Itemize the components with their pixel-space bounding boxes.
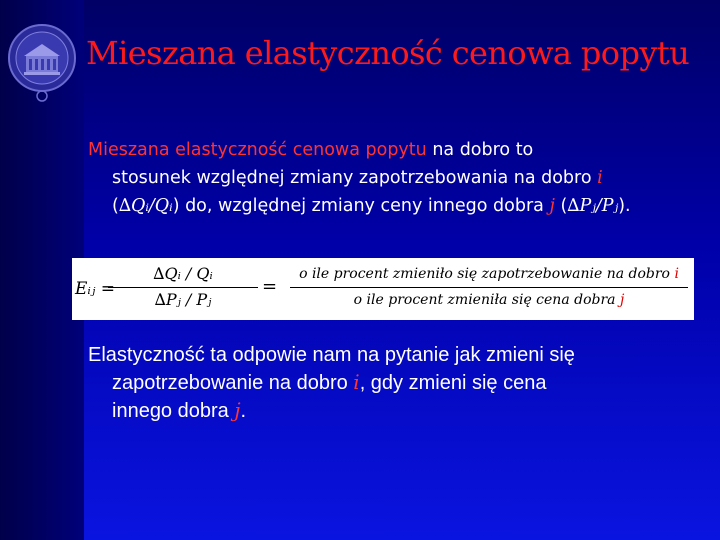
definition-text: ). (618, 196, 631, 216)
variable-i: i (353, 370, 360, 394)
math-quantity-ratio: ∆Qᵢ/Qᵢ (118, 196, 173, 216)
explanation-text: , gdy zmieni się cena (359, 372, 547, 394)
definition-line-1 (88, 136, 708, 164)
explanation-line-1: Elastyczność ta odpowie nam na pytanie jak zmieni się (88, 344, 575, 366)
fraction-denominator-text: o ile procent zmieniła się cena dobra (353, 292, 620, 308)
variable-i: i (597, 168, 603, 188)
explanation-text: zapotrzebowanie na dobro (112, 372, 354, 394)
math-price-ratio: ∆Pⱼ/Pⱼ (567, 196, 619, 216)
university-seal-icon (6, 22, 78, 104)
fraction-denominator (290, 290, 688, 310)
definition-line-2 (88, 164, 708, 192)
fraction-bar (108, 287, 258, 288)
variable-j: j (619, 292, 625, 308)
explanation-text: . (240, 400, 247, 422)
definition-text: ( (112, 196, 119, 216)
fraction-numerator (290, 264, 688, 284)
explanation-paragraph (88, 342, 708, 425)
definition-paragraph (88, 136, 708, 220)
explanation-line-2 (88, 369, 708, 397)
variable-j: j (549, 196, 555, 216)
fraction-bar (290, 287, 688, 288)
fraction-numerator-text: o ile procent zmieniło się zapotrzebowanie na dobro (299, 266, 675, 282)
fraction-denominator: ∆Pⱼ / Pⱼ (154, 290, 212, 309)
variable-i: i (674, 266, 679, 282)
definition-line-3 (88, 192, 708, 220)
definition-text: ( (554, 196, 568, 216)
slide-title: Mieszana elastyczność cenowa popytu (86, 34, 690, 72)
definition-term: Mieszana elastyczność cenowa popytu (88, 140, 427, 160)
explanation-text: innego dobra (112, 400, 235, 422)
formula-equals-sign: = (262, 276, 278, 297)
variable-j: j (234, 398, 241, 422)
definition-text: ) do, względnej zmiany ceny innego dobra (172, 196, 550, 216)
formula-lhs: Eᵢⱼ = (75, 279, 115, 299)
explanation-line-3 (88, 397, 708, 425)
definition-text: na dobro to (426, 140, 534, 160)
formula-fraction-words (290, 264, 688, 310)
definition-text: stosunek względnej zmiany zapotrzebowania na dobro (112, 168, 598, 188)
formula-fraction-deltas (108, 264, 258, 310)
fraction-numerator: ∆Qᵢ / Qᵢ (153, 264, 213, 283)
elasticity-formula (72, 258, 694, 320)
